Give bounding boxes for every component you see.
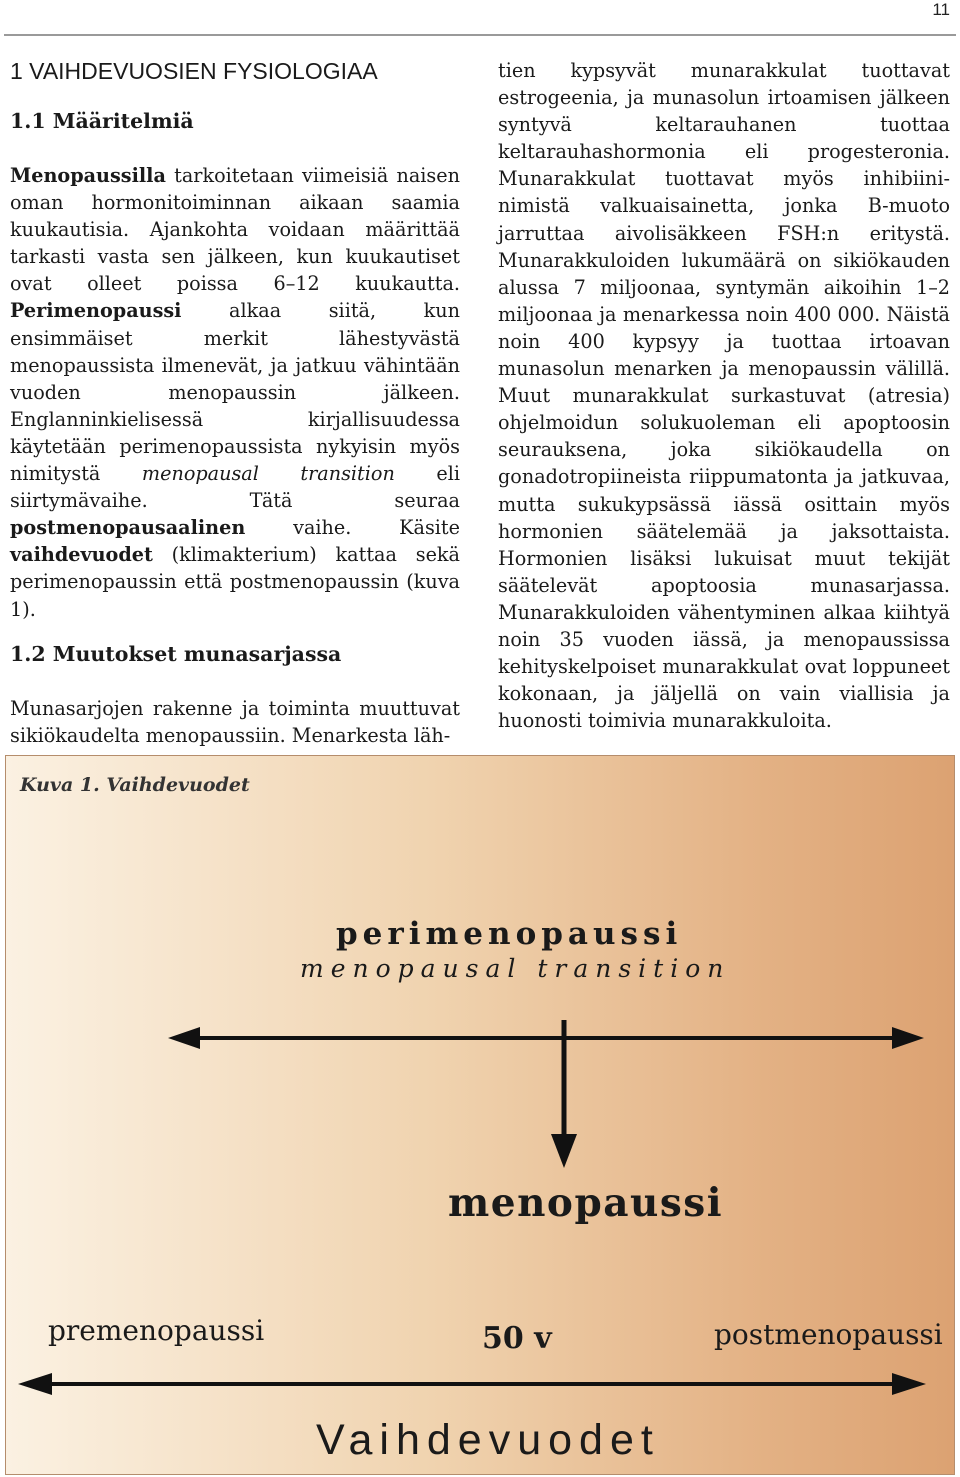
perimenopause-right-arrowhead: [892, 1027, 924, 1049]
term-bold: Menopaussilla: [10, 164, 166, 187]
ovary-paragraph-continued: tien kypsyvät munarakkulat tuottavat estrogeenia, ja munasolun irtoamisen jälkeen syntyvä keltarauhanen tuottaa keltarauhashormonia eli progesteronia. Munarakkulat tuottavat myös inhibiini-nimistä valkuaisainetta, jonka B-muoto jarruttaa aivolisäkkeen FSH:n eritystä. Munarakkuloiden lukumäärä on sikiökauden alussa 7 miljoonaa, syntymän aikoihin 1–2 miljoonaa ja menarkessa noin 400 000. Näistä noin 400 kypsyy ja tuottaa irtoavan munasolun menarken ja menopaussin välillä. Muut munarakkulat surkastuvat (atresia) ohjelmoidun solukuoleman eli apoptoosin seurauksena, joka sikiökaudella on gonadotropiineista riippumatonta ja jatkuvaa, mutta sukukypsässä iässä osittain myös hormonien säätelemää ja jaksottaista. Hormonien lisäksi lukuisat muut tekijät säätelevät apoptoosia munasarjassa. Munarakkuloiden vähentyminen alkaa kiihtyä noin 35 vuoden iässä, ja menopaussissa kehityskelpoiset munarakkulat ovat loppuneet kokonaan, ja jäljellä on vain viallisia ja huonosti toimivia munarakkuloita.: [498, 59, 950, 733]
section-heading-ovary-changes: 1.2 Muutokset munasarjassa: [10, 641, 342, 666]
age-label: 50 v: [482, 1321, 552, 1356]
page-number: 11: [932, 0, 950, 19]
perimenopause-label: perimenopaussi: [336, 916, 683, 952]
text-run: tarkoitetaan viimeisiä naisen oman hormonitoiminnan aikaan saamia kuukautisia. Ajankohta voidaan määrittää tarkasti vasta sen jälkeen, kun kuukautiset ovat olleet poissa 6–12 kuukautta.: [10, 164, 460, 296]
figure-arrows: [6, 756, 954, 1474]
left-column: [10, 56, 460, 749]
ovary-paragraph-start: Munasarjojen rakenne ja toiminta muuttuvat sikiökaudelta menopaussiin. Menarkesta läh-: [10, 696, 460, 747]
term-italic: menopausal transition: [141, 462, 395, 486]
climacteric-label: Vaihdevuodet: [316, 1416, 660, 1464]
right-column: [498, 57, 950, 734]
text-run: alkaa siitä, kun ensimmäiset merkit lähestyvästä menopaussista ilmenevät, ja jatkuu vähintään vuoden menopaussin jälkeen. Englanninkielisessä kirjallisuudessa käytetään perimenopaussista nykyisin myös nimitystä: [10, 299, 460, 486]
menopause-pointer-arrowhead: [551, 1134, 577, 1168]
text-run: eli siirtymävaihe. Tätä seuraa: [10, 462, 460, 513]
timeline-left-arrowhead: [18, 1373, 52, 1395]
menopause-label: menopaussi: [448, 1180, 724, 1226]
premenopause-label: premenopaussi: [48, 1314, 265, 1347]
figure-caption: Kuva 1. Vaihdevuodet: [20, 774, 250, 796]
figure-climacteric: [5, 755, 955, 1475]
timeline-right-arrowhead: [892, 1373, 926, 1395]
term-bold: vaihdevuodet: [10, 543, 153, 567]
definitions-paragraph: [10, 162, 460, 623]
perimenopause-left-arrowhead: [168, 1027, 200, 1049]
top-rule: [4, 34, 956, 36]
term-bold: postmenopausaalinen: [10, 516, 246, 540]
text-run: vaihe. Käsite: [245, 516, 460, 540]
menopausal-transition-label: menopausal transition: [300, 954, 731, 983]
postmenopause-label: postmenopaussi: [714, 1318, 943, 1351]
section-heading-definitions: 1.1 Määritelmiä: [10, 109, 194, 133]
chapter-heading: 1 VAIHDEVUOSIEN FYSIOLOGIAA: [10, 58, 378, 84]
term-bold: Perimenopaussi: [10, 299, 182, 323]
text-run: (klimakterium) kattaa sekä perimenopaussin että postmenopaussin (kuva 1).: [10, 543, 460, 621]
